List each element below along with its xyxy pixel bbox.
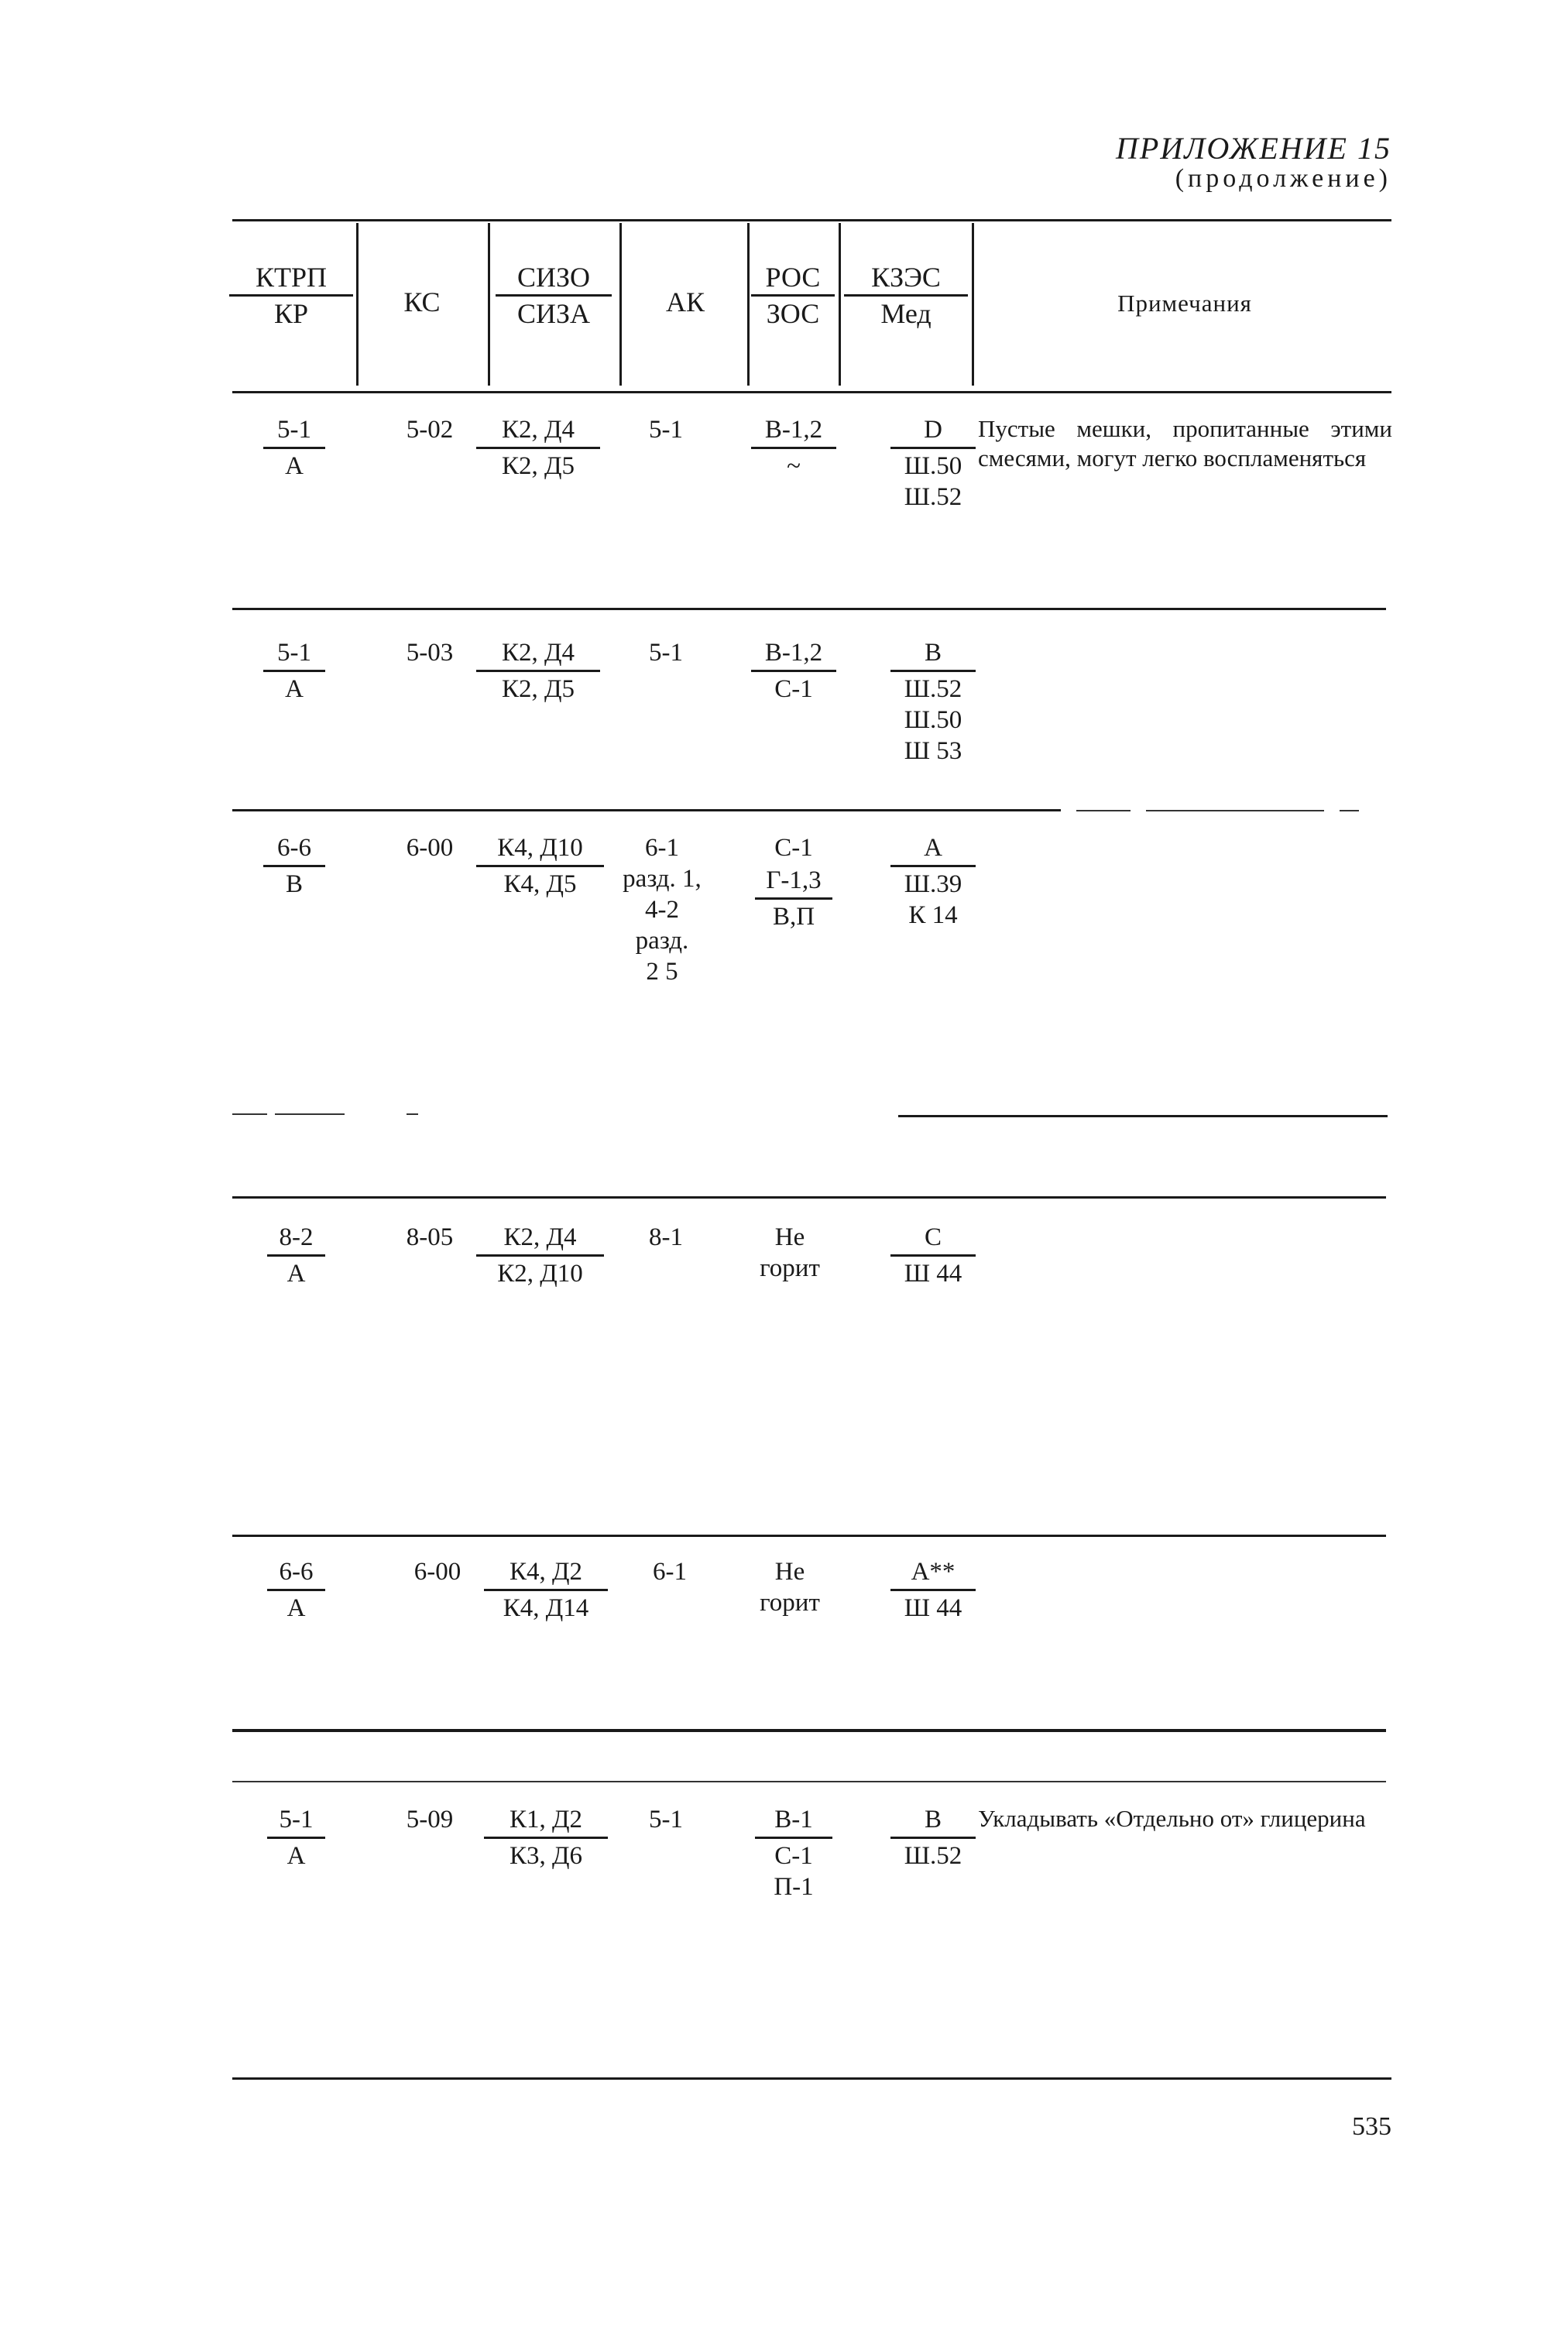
ks-value: 8-05 bbox=[406, 1223, 454, 1251]
table-top-rule bbox=[232, 219, 1391, 221]
fraction-bar bbox=[496, 294, 612, 297]
fraction-bar bbox=[751, 294, 835, 297]
fraction-bar bbox=[890, 447, 976, 449]
col-divider bbox=[488, 223, 490, 386]
col-divider bbox=[356, 223, 359, 386]
med-value: Ш.50 bbox=[904, 706, 962, 734]
med-value: Ш 53 bbox=[904, 737, 962, 765]
ktrp-value: 5-1 bbox=[277, 639, 311, 667]
ros-zos-fraction bbox=[751, 414, 836, 482]
ks-value: 5-09 bbox=[406, 1806, 454, 1833]
ktrp-value: 6-6 bbox=[277, 834, 311, 862]
fraction-bar bbox=[751, 447, 836, 449]
kzes-med-fraction bbox=[890, 832, 976, 931]
kzes-value: В bbox=[924, 639, 942, 667]
med-value: Ш 44 bbox=[904, 1260, 962, 1288]
ktrp-value: 5-1 bbox=[279, 1806, 314, 1833]
page-number: 535 bbox=[1352, 2112, 1391, 2141]
kr-value: А bbox=[285, 675, 304, 703]
kzes-med-fraction bbox=[890, 414, 976, 513]
ks-value: 5-03 bbox=[406, 639, 454, 667]
header-ros: РОС bbox=[765, 262, 821, 293]
header-sizo: СИЗО bbox=[516, 262, 591, 293]
ak-value: 5-1 bbox=[649, 639, 683, 667]
fraction-bar bbox=[751, 670, 836, 672]
row-divider-dashed bbox=[1076, 810, 1131, 811]
ros-zos-fraction bbox=[755, 865, 832, 932]
row-divider bbox=[232, 1196, 1386, 1199]
header-ktrp: КТРП bbox=[255, 262, 328, 293]
ros-line: горит bbox=[760, 1254, 820, 1282]
row-note: Пустые мешки, пропитанные этими смесями, могут легко воспламеняться bbox=[978, 415, 1392, 472]
ros-value: С-1 bbox=[774, 834, 813, 862]
fraction-bar bbox=[476, 865, 604, 867]
med-value: Ш.39 bbox=[904, 870, 962, 898]
ros-value: В-1,2 bbox=[764, 639, 823, 667]
zos-value: С-1 bbox=[774, 675, 813, 703]
row-divider bbox=[898, 1115, 1388, 1117]
row-divider bbox=[232, 1535, 1386, 1537]
med-value: Ш.52 bbox=[904, 1842, 962, 1870]
header-kr: КР bbox=[273, 298, 309, 329]
fraction-bar bbox=[890, 1837, 976, 1839]
fraction-bar bbox=[267, 1589, 325, 1591]
med-value: К 14 bbox=[908, 901, 958, 929]
fraction-bar bbox=[229, 294, 353, 297]
zos-value: П-1 bbox=[774, 1873, 814, 1901]
header-ak: АК bbox=[665, 286, 705, 317]
kr-value: А bbox=[286, 1842, 306, 1870]
sizo-siza-fraction bbox=[476, 832, 604, 900]
sizo-value: К2, Д4 bbox=[501, 416, 575, 444]
ros-line: горит bbox=[760, 1589, 820, 1617]
ros-zos-fraction bbox=[751, 637, 836, 705]
ak-line: 4-2 bbox=[645, 896, 679, 924]
ros-value: Г-1,3 bbox=[766, 866, 822, 894]
header-ktrp-kr bbox=[229, 262, 353, 329]
siza-value: К2, Д5 bbox=[501, 452, 575, 480]
appendix-title: ПРИЛОЖЕНИЕ 15 bbox=[1116, 131, 1391, 166]
ros-value: В-1 bbox=[774, 1806, 813, 1833]
appendix-subtitle: (продолжение) bbox=[1175, 164, 1391, 193]
siza-value: К4, Д5 bbox=[503, 870, 577, 898]
ak-value: 8-1 bbox=[649, 1223, 683, 1251]
kzes-value: С bbox=[924, 1223, 942, 1251]
ktrp-kr-fraction bbox=[263, 637, 325, 705]
ros-value bbox=[747, 1222, 832, 1284]
sizo-value: К1, Д2 bbox=[509, 1806, 583, 1833]
row-divider bbox=[232, 608, 1386, 610]
sizo-siza-fraction bbox=[484, 1556, 608, 1624]
fraction-bar bbox=[476, 447, 600, 449]
fraction-bar bbox=[263, 670, 325, 672]
kzes-value: D bbox=[924, 416, 942, 444]
med-value: Ш.50 bbox=[904, 452, 962, 480]
sizo-siza-fraction bbox=[476, 637, 600, 705]
col-divider bbox=[972, 223, 974, 386]
kzes-value: В bbox=[924, 1806, 942, 1833]
ks-value: 5-02 bbox=[406, 416, 454, 444]
header-siza: СИЗА bbox=[516, 298, 591, 329]
col-divider bbox=[747, 223, 750, 386]
sizo-siza-fraction bbox=[476, 414, 600, 482]
ak-value bbox=[608, 832, 716, 987]
table-bottom-rule bbox=[232, 2077, 1391, 2080]
sizo-value: К2, Д4 bbox=[503, 1223, 577, 1251]
ros-zos-fraction bbox=[755, 1804, 832, 1902]
siza-value: К4, Д14 bbox=[503, 1594, 589, 1622]
ak-line: разд. 1, bbox=[623, 865, 702, 893]
fraction-bar bbox=[267, 1837, 325, 1839]
fraction-bar bbox=[844, 294, 968, 297]
col-divider bbox=[839, 223, 841, 386]
fraction-bar bbox=[890, 670, 976, 672]
ktrp-value: 8-2 bbox=[279, 1223, 314, 1251]
ktrp-kr-fraction bbox=[267, 1804, 325, 1871]
sizo-siza-fraction bbox=[484, 1804, 608, 1871]
header-kzes-med bbox=[844, 262, 968, 329]
row-divider-dashed bbox=[232, 1113, 267, 1115]
fraction-bar bbox=[476, 1254, 604, 1257]
ak-value: 5-1 bbox=[649, 416, 683, 444]
ks-value: 6-00 bbox=[413, 1558, 461, 1586]
zos-value: ~ bbox=[787, 452, 801, 480]
ros-value: В-1,2 bbox=[764, 416, 823, 444]
ktrp-kr-fraction bbox=[267, 1222, 325, 1289]
kr-value: В bbox=[285, 870, 303, 898]
zos-value: В,П bbox=[772, 903, 815, 931]
kr-value: А bbox=[286, 1260, 306, 1288]
row-divider bbox=[232, 1729, 1386, 1732]
header-med: Мед bbox=[880, 298, 932, 329]
med-value: Ш.52 bbox=[904, 675, 962, 703]
ros-value bbox=[747, 1556, 832, 1618]
fraction-bar bbox=[263, 865, 325, 867]
ros-line: Не bbox=[774, 1223, 805, 1251]
kzes-med-fraction bbox=[890, 637, 976, 767]
med-value: Ш.52 bbox=[904, 483, 962, 511]
fraction-bar bbox=[484, 1589, 608, 1591]
header-ks: КС bbox=[403, 286, 441, 317]
fraction-bar bbox=[263, 447, 325, 449]
header-sizo-siza bbox=[496, 262, 612, 329]
zos-value: С-1 bbox=[774, 1842, 813, 1870]
header-bottom-rule bbox=[232, 391, 1391, 393]
sizo-value: К2, Д4 bbox=[501, 639, 575, 667]
ak-value: 6-1 bbox=[653, 1558, 687, 1586]
ros-line: Не bbox=[774, 1558, 805, 1586]
kzes-med-fraction bbox=[890, 1222, 976, 1289]
header-kzes: КЗЭС bbox=[871, 262, 941, 293]
header-notes: Примечания bbox=[1117, 290, 1252, 317]
fraction-bar bbox=[484, 1837, 608, 1839]
kr-value: А bbox=[285, 452, 304, 480]
sizo-value: К4, Д10 bbox=[497, 834, 583, 862]
kr-value: А bbox=[286, 1594, 306, 1622]
header-ros-zos bbox=[751, 262, 835, 329]
row-divider-dashed bbox=[1340, 810, 1359, 811]
siza-value: К2, Д5 bbox=[501, 675, 575, 703]
fraction-bar bbox=[755, 1837, 832, 1839]
kzes-value: А bbox=[924, 834, 942, 862]
row-divider-dashed bbox=[275, 1113, 345, 1115]
ak-line: разд. bbox=[635, 927, 689, 955]
sizo-siza-fraction bbox=[476, 1222, 604, 1289]
row-divider-dashed bbox=[1146, 810, 1324, 811]
ktrp-kr-fraction bbox=[263, 414, 325, 482]
row-divider-dashed bbox=[407, 1113, 418, 1115]
kzes-value: А** bbox=[911, 1558, 956, 1586]
ktrp-value: 5-1 bbox=[277, 416, 311, 444]
row-divider bbox=[232, 809, 1061, 811]
fraction-bar bbox=[476, 670, 600, 672]
ak-line: 6-1 bbox=[645, 834, 679, 862]
fraction-bar bbox=[890, 1589, 976, 1591]
kzes-med-fraction bbox=[890, 1804, 976, 1871]
ak-value: 5-1 bbox=[649, 1806, 683, 1833]
ktrp-kr-fraction bbox=[267, 1556, 325, 1624]
fraction-bar bbox=[755, 897, 832, 900]
ktrp-value: 6-6 bbox=[279, 1558, 314, 1586]
ks-value: 6-00 bbox=[406, 834, 454, 862]
siza-value: К2, Д10 bbox=[497, 1260, 583, 1288]
ak-line: 2 5 bbox=[646, 958, 678, 986]
fraction-bar bbox=[890, 1254, 976, 1257]
kzes-med-fraction bbox=[890, 1556, 976, 1624]
fraction-bar bbox=[890, 865, 976, 867]
row-divider bbox=[232, 1781, 1386, 1782]
col-divider bbox=[619, 223, 622, 386]
row-note: Укладывать «Отдельно от» глицерина bbox=[978, 1805, 1366, 1832]
header-zos: ЗОС bbox=[766, 298, 820, 329]
siza-value: К3, Д6 bbox=[509, 1842, 583, 1870]
ktrp-kr-fraction bbox=[263, 832, 325, 900]
sizo-value: К4, Д2 bbox=[509, 1558, 583, 1586]
fraction-bar bbox=[267, 1254, 325, 1257]
med-value: Ш 44 bbox=[904, 1594, 962, 1622]
